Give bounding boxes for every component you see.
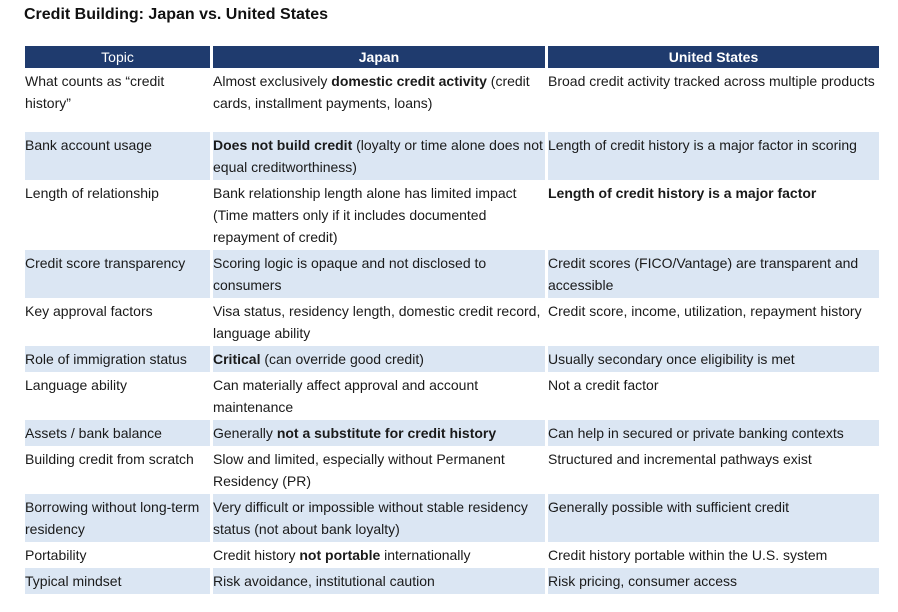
cell-us — [548, 298, 879, 346]
table-row — [25, 542, 879, 568]
text-segment: Credit score, income, utilization, repayment history — [548, 303, 862, 319]
text-segment: Generally possible with sufficient credit — [548, 499, 789, 515]
cell-topic: Typical mindset — [25, 568, 210, 594]
bold-text: Critical — [213, 351, 261, 367]
table-row — [25, 250, 879, 298]
cell-japan — [213, 372, 545, 420]
text-segment: (can override good credit) — [260, 351, 424, 367]
cell-topic: Role of immigration status — [25, 346, 210, 372]
cell-topic: What counts as “credit history” — [25, 73, 165, 111]
text-segment: Credit history portable within the U.S. system — [548, 547, 828, 563]
cell-japan — [213, 346, 545, 372]
header-japan: Japan — [213, 46, 545, 68]
cell-us — [548, 420, 879, 446]
text-segment: Very difficult or impossible without stable residency status (not about bank loyalty) — [213, 499, 528, 537]
cell-japan — [213, 68, 545, 132]
table-row — [25, 494, 879, 542]
text-segment: Usually secondary once eligibility is met — [548, 351, 795, 367]
cell-us — [548, 542, 879, 568]
text-segment: Can help in secured or private banking contexts — [548, 425, 844, 441]
cell-topic: Bank account usage — [25, 132, 210, 180]
cell-topic: Language ability — [25, 377, 127, 393]
cell-japan — [213, 298, 545, 346]
text-segment: Visa status, residency length, domestic credit record, language ability — [213, 303, 541, 341]
text-segment: internationally — [380, 547, 471, 563]
text-segment: Scoring logic is opaque and not disclosed to consumers — [213, 255, 487, 293]
table-row — [25, 446, 879, 494]
table-row — [25, 372, 879, 420]
text-segment: Risk pricing, consumer access — [548, 573, 738, 589]
cell-topic: Assets / bank balance — [25, 420, 210, 446]
table-row — [25, 298, 879, 346]
text-segment: Risk avoidance, institutional caution — [213, 573, 435, 589]
cell-us — [548, 180, 879, 250]
cell-topic: Building credit from scratch — [25, 451, 194, 467]
cell-japan — [213, 250, 545, 298]
text-segment: (credit cards, installment payments, loans) — [213, 73, 530, 111]
header-topic: Topic — [25, 46, 210, 68]
bold-text: Does not build credit — [213, 137, 353, 153]
text-segment: Bank relationship length alone has limited impact (Time matters only if it includes documented repayment of credit) — [213, 185, 517, 245]
table-row — [25, 68, 879, 132]
table-header-row — [25, 46, 879, 68]
cell-us — [548, 132, 879, 180]
table-row — [25, 568, 879, 594]
cell-us — [548, 372, 879, 420]
text-segment: Almost exclusively — [213, 73, 332, 89]
text-segment: Structured and incremental pathways exist — [548, 451, 812, 467]
cell-japan — [213, 568, 545, 594]
cell-topic: Borrowing without long-term residency — [25, 494, 210, 542]
cell-japan — [213, 180, 545, 250]
cell-japan — [213, 446, 545, 494]
header-us: United States — [548, 46, 879, 68]
text-segment: Credit history — [213, 547, 300, 563]
table-row — [25, 420, 879, 446]
cell-japan — [213, 542, 545, 568]
text-segment: Length of credit history is a major factor in scoring — [548, 137, 857, 153]
cell-japan — [213, 132, 545, 180]
text-segment: Slow and limited, especially without Permanent Residency (PR) — [213, 451, 505, 489]
cell-topic: Credit score transparency — [25, 250, 210, 298]
cell-us — [548, 568, 879, 594]
bold-text: domestic credit activity — [331, 73, 487, 89]
cell-us — [548, 250, 879, 298]
text-segment: Generally — [213, 425, 277, 441]
cell-topic: Portability — [25, 547, 87, 563]
cell-topic: Length of relationship — [25, 185, 159, 201]
text-segment: (loyalty or time alone does not equal creditworthiness) — [213, 137, 543, 175]
text-segment: Broad credit activity tracked across multiple products — [548, 73, 875, 89]
text-segment: Credit scores (FICO/Vantage) are transparent and accessible — [548, 255, 859, 293]
text-segment: Not a credit factor — [548, 377, 659, 393]
bold-text: not a substitute for credit history — [276, 425, 497, 441]
table-row — [25, 132, 879, 180]
page-title: Credit Building: Japan vs. United States — [24, 6, 329, 23]
cell-topic: Key approval factors — [25, 303, 153, 319]
bold-text: Length of credit history is a major factor — [548, 185, 817, 201]
cell-us — [548, 494, 879, 542]
table-row — [25, 346, 879, 372]
cell-japan — [213, 420, 545, 446]
comparison-table — [22, 46, 882, 594]
cell-us — [548, 346, 879, 372]
table-row — [25, 180, 879, 250]
cell-us — [548, 446, 879, 494]
table-body — [25, 68, 879, 594]
cell-us — [548, 68, 879, 132]
text-segment: Can materially affect approval and account maintenance — [213, 377, 479, 415]
cell-japan — [213, 494, 545, 542]
bold-text: not portable — [299, 547, 381, 563]
